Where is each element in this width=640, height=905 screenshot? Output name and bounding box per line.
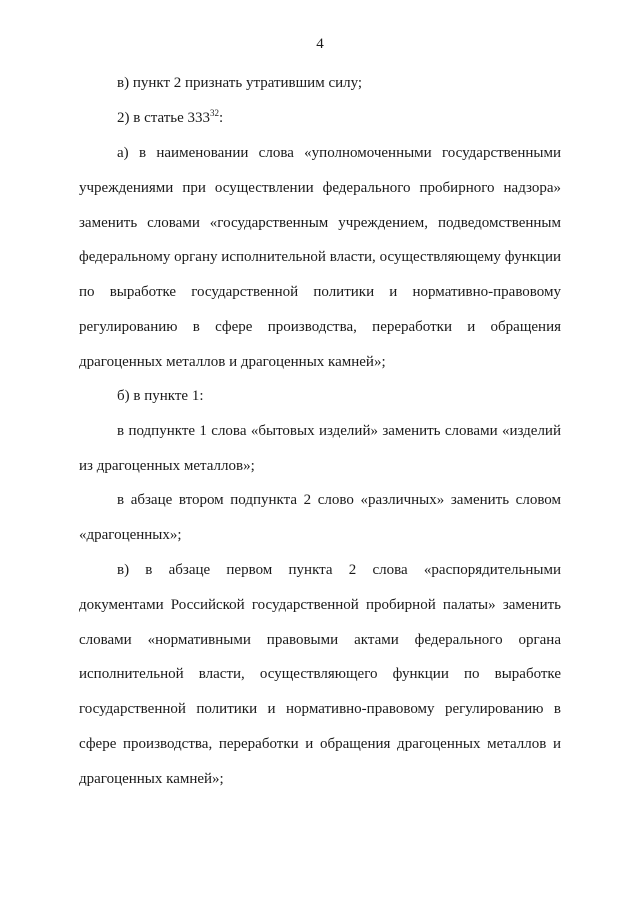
paragraph-subpoint-2: в абзаце втором подпункта 2 слово «различных» заменить словом «драгоценных»;	[79, 492, 561, 543]
paragraph-item-2-article	[79, 101, 561, 136]
article-ref-text: 2) в статье 333	[117, 110, 211, 126]
article-ref-colon: :	[219, 110, 224, 126]
paragraph-item-v-point-2-first: в) в абзаце первом пункта 2 слова «распорядительными документами Российской государственной пробирной палаты» заменить словами «нормативными правовыми актами федерального органа исполнительной власти, осуществляющего функции по выработке государственной политики и нормативно-правовому регулированию в сфере производства, переработки и обращения драгоценных металлов и драгоценных камней»;	[79, 562, 561, 787]
paragraph-item-b-point-1: б) в пункте 1:	[117, 388, 204, 404]
page-number: 4	[316, 36, 324, 52]
paragraph-subpoint-1: в подпункте 1 слова «бытовых изделий» заменить словами «изделий из драгоценных металлов»;	[79, 423, 561, 474]
paragraph-item-v-point-2: в) пункт 2 признать утратившим силу;	[117, 75, 363, 91]
article-ref-superscript: 32	[210, 108, 220, 118]
paragraph-item-a-title: а) в наименовании слова «уполномоченными государственными учреждениями при осуществлении федерального пробирного надзора» заменить словами «государственным учреждением, подведомственным федеральному органу исполнительной власти, осуществляющему функции по выработке государственной политики и нормативно-правовому регулированию в сфере производства, переработки и обращения драгоценных металлов и драгоценных камней»;	[79, 145, 561, 370]
